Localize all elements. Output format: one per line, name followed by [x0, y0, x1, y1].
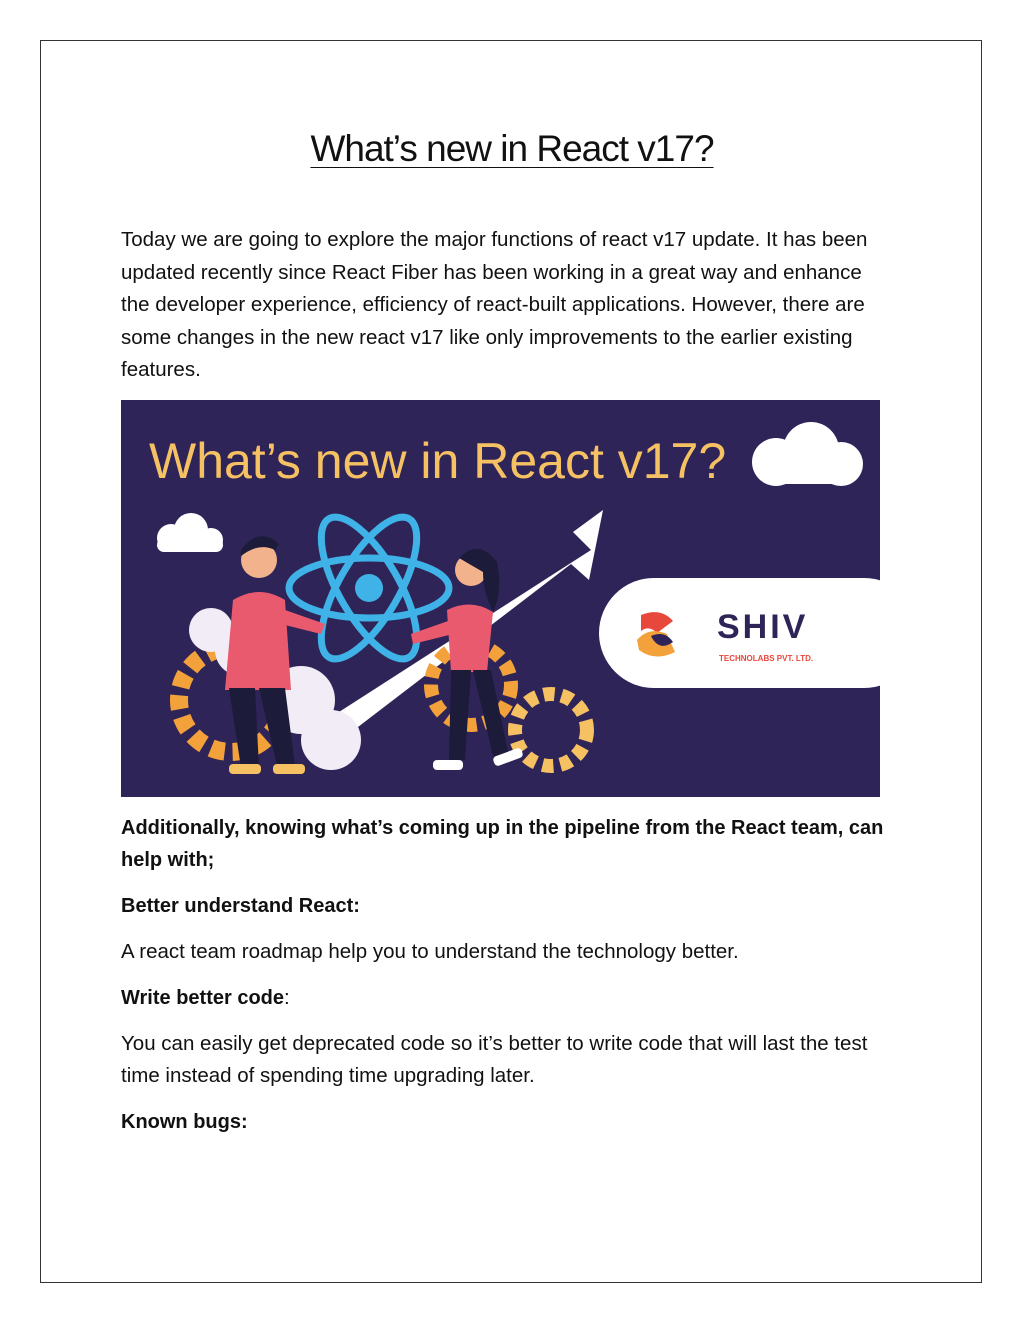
section-body: A react team roadmap help you to understand the technology better.	[121, 940, 739, 963]
section-heading: Known bugs:	[121, 1111, 248, 1133]
logo-name: SHIV	[717, 608, 809, 646]
section-heading: Additionally, knowing what’s coming up in the pipeline from the React team, can help with;	[121, 817, 884, 871]
section-heading: Write better code	[121, 987, 284, 1009]
section-heading: Better understand React:	[121, 895, 360, 917]
hero-banner	[121, 400, 880, 797]
section-body: You can easily get deprecated code so it’s better to write code that will last the test time instead of spending time upgrading later.	[121, 1032, 868, 1087]
logo-subtitle: TECHNOLABS PVT. LTD.	[719, 654, 814, 663]
banner-heading: What’s new in React v17?	[149, 433, 727, 489]
heading-colon: :	[284, 986, 290, 1009]
section-heading-line	[121, 982, 901, 1014]
intro-paragraph: Today we are going to explore the major functions of react v17 update. It has been updated recently since React Fiber has been working in a great way and enhance the developer experience, efficiency of react-built applications. However, there are some changes in the new react v17 like only improvements to the earlier existing features.	[121, 228, 868, 381]
hero-illustration	[121, 400, 880, 797]
page-title: What’s new in React v17?	[310, 128, 714, 169]
body-content	[121, 812, 901, 1138]
